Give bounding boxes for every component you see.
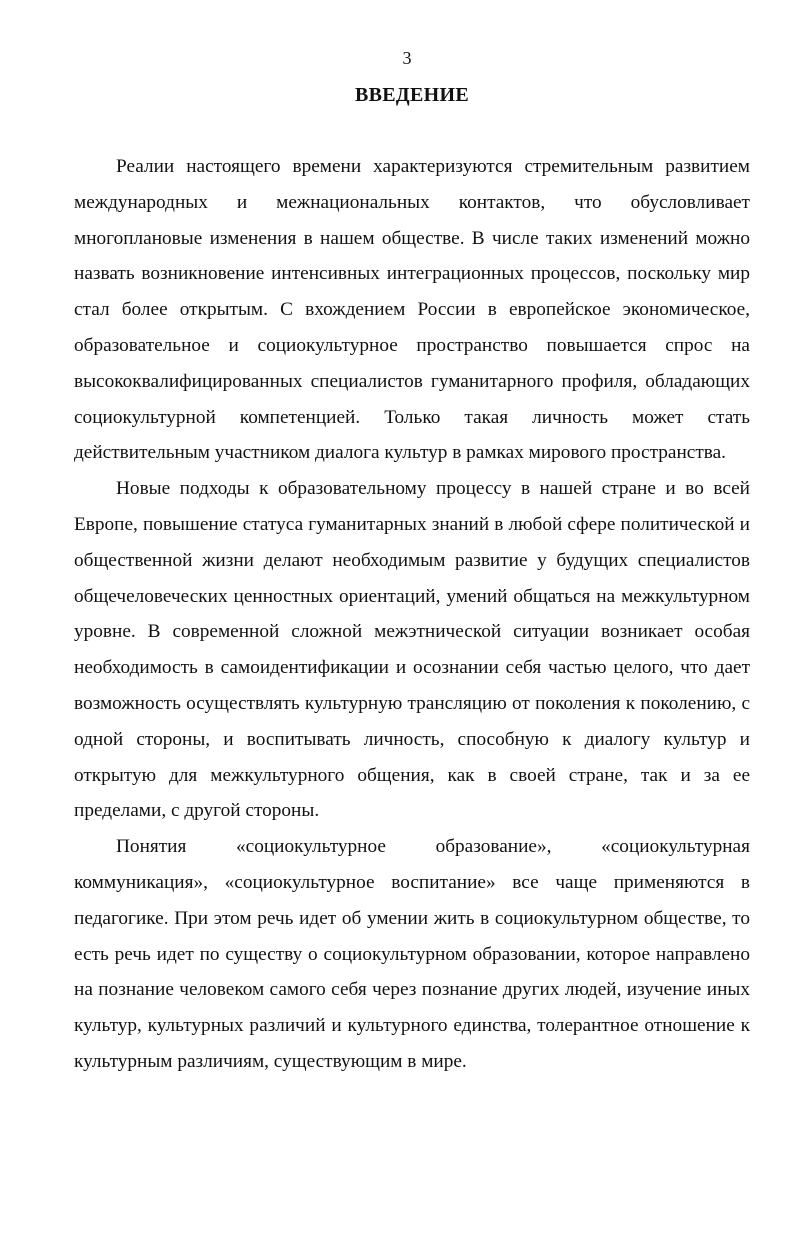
section-heading: ВВЕДЕНИЕ [355,84,469,106]
paragraph-1: Реалии настоящего времени характеризуются стремительным развитием международных и межнациональных контактов, что обусловливает многоплановые изменения в нашем обществе. В числе таких изменений можно назвать возникновение интенсивных интеграционных процессов, поскольку мир стал более открытым. С вхождением России в европейское экономическое, образовательное и социокультурное пространство повышается спрос на высококвалифицированных специалистов гуманитарного профиля, обладающих социокультурной компетенцией. Только такая личность может стать действительным участником диалога культур в рамках мирового пространства. [74,156,750,464]
paragraph-2: Новые подходы к образовательному процессу в нашей стране и во всей Европе, повышение статуса гуманитарных знаний в любой сфере политической и общественной жизни делают необходимым развитие у будущих специалистов общечеловеческих ценностных ориентаций, умений общаться на межкультурном уровне. В современной сложной межэтнической ситуации возникает особая необходимость в самоидентификации и осознании себя частью целого, что дает возможность осуществлять культурную трансляцию от поколения к поколению, с одной стороны, и воспитывать личность, способную к диалогу культур и открытую для межкультурного общения, как в своей стране, так и за ее пределами, с другой стороны. [74,478,750,822]
paragraph-3: Понятия «социокультурное образование», «социокультурная коммуникация», «социокультурное воспитание» все чаще применяются в педагогике. При этом речь идет об умении жить в социокультурном обществе, то есть речь идет по существу о социокультурном образовании, которое направлено на познание человеком самого себя через познание других людей, изучение иных культур, культурных различий и культурного единства, толерантное отношение к культурным различиям, существующим в мире. [74,836,750,1072]
document-body [74,149,750,1080]
page-number: 3 [402,48,412,68]
